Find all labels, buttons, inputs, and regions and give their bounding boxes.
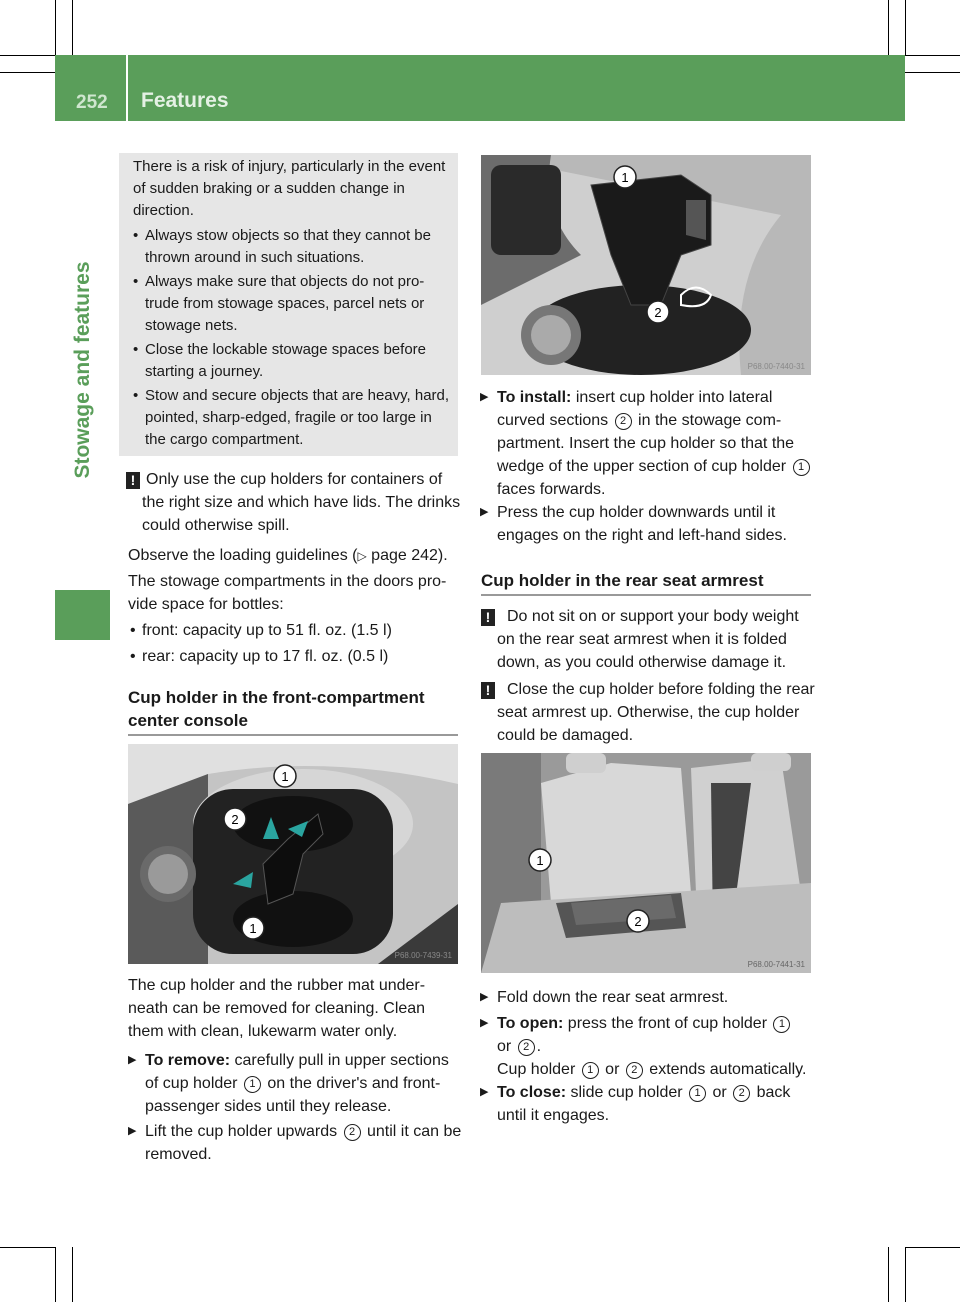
warning-bullet: • Stow and secure objects that are heavy, hard, pointed, sharp-edged, fragile or too large in the cargo compartment. [145,385,453,451]
photo-code: P68.00-7439-31 [394,951,452,960]
callout-2: 2 [344,1124,361,1141]
side-tab-block [55,590,110,640]
callout-2: 2 [626,1062,643,1079]
photo-callout: 2 [654,305,662,320]
crop-mark [905,1247,906,1302]
instruction-step: ▶ To close: slide cup holder 1 or 2 back until it engages. [497,1081,815,1127]
crop-mark [72,0,73,55]
cupholder-insert-illustration [481,155,811,375]
header-divider [126,55,128,121]
notice-text: Only use the cup holders for containers of the right size and which have lids. The drinks could otherwise spill. [142,471,461,534]
warning-bullet: • Always stow objects so that they cannot be thrown around in such situations. [145,225,453,269]
notice-icon: ! [126,472,140,489]
paragraph: The stowage compartments in the doors pro- vide space for bottles: [128,573,447,613]
callout-1: 1 [244,1076,261,1093]
crop-mark [0,72,55,73]
notice-text: Do not sit on or support your body weight on the rear seat armrest when it is folded down, as you could otherwise damage it. [497,608,799,671]
section-heading: Cup holder in the front-compartment center console [128,688,425,730]
photo-callout: 1 [536,853,544,868]
warning-bullet: • Close the lockable stowage spaces before starting a journey. [145,339,453,383]
cupholder-front-photo [128,744,458,964]
warning-box [119,153,458,456]
callout-2: 2 [615,413,632,430]
crop-mark [55,0,56,55]
crop-mark [0,55,55,56]
photo-code: P68.00-7441-31 [747,960,805,969]
callout-2: 2 [733,1085,750,1102]
crop-mark [905,72,960,73]
instruction-step: ▶ To open: press the front of cup holder 1 or 2 . Cup holder 1 or 2 extends automatically. [497,1012,815,1081]
paragraph: Observe the loading guidelines (▷ page 242). [128,547,448,564]
crop-mark [55,1247,56,1302]
instruction-step: ▶ Fold down the rear seat armrest. [497,986,815,1009]
cupholder-insert-photo [481,155,811,375]
section-heading: Cup holder in the rear seat armrest [481,571,764,590]
cupholder-front-illustration [128,744,458,964]
list-item: • rear: capacity up to 17 fl. oz. (0.5 l) [142,645,462,668]
crop-mark [905,55,960,56]
photo-callout: 1 [621,170,629,185]
callout-1: 1 [793,459,810,476]
photo-callout: 1 [249,921,257,936]
photo-callout: 1 [281,769,289,784]
list-item: • front: capacity up to 51 fl. oz. (1.5 l) [142,619,462,642]
notice-icon: ! [481,682,495,699]
crop-mark [888,0,889,55]
instruction-step: ▶ To install: insert cup holder into lateral curved sections 2 in the stowage com- partment. Insert the cup holder so that the wedge of the upper section of cup holder 1 faces forwards. [497,386,815,501]
rear-armrest-illustration [481,753,811,973]
crop-mark [72,1247,73,1302]
photo-callout: 2 [231,812,239,827]
heading-rule [128,734,458,736]
callout-2: 2 [518,1039,535,1056]
instruction-step: ▶ To remove: carefully pull in upper sections of cup holder 1 on the driver's and front- passenger sides until they release. [145,1049,463,1118]
paragraph: The cup holder and the rubber mat under- neath can be removed for cleaning. Clean them with clean, lukewarm water only. [128,977,426,1040]
heading-rule [481,594,811,596]
callout-1: 1 [582,1062,599,1079]
page-number: 252 [76,92,108,113]
crop-mark [0,1247,55,1248]
crop-mark [888,1247,889,1302]
warning-bullet: • Always make sure that objects do not pro- trude from stowage spaces, parcel nets or stowage nets. [145,271,453,337]
callout-1: 1 [773,1016,790,1033]
instruction-step: ▶ Lift the cup holder upwards 2 until it can be removed. [145,1120,463,1166]
warning-intro: There is a risk of injury, particularly in the event of sudden braking or a sudden change in direction. [133,158,446,219]
crop-mark [905,0,906,55]
page-title: Features [141,89,229,112]
notice-text: Close the cup holder before folding the rear seat armrest up. Otherwise, the cup holder could be damaged. [497,681,815,744]
page-ref-arrow-icon: ▷ [357,549,367,563]
notice-icon: ! [481,609,495,626]
side-tab-label: Stowage and features [71,261,94,479]
instruction-step: ▶ Press the cup holder downwards until it engages on the right and left-hand sides. [497,501,815,547]
rear-armrest-photo [481,753,811,973]
crop-mark [905,1247,960,1248]
callout-1: 1 [689,1085,706,1102]
photo-code: P68.00-7440-31 [747,362,805,371]
photo-callout: 2 [634,914,642,929]
